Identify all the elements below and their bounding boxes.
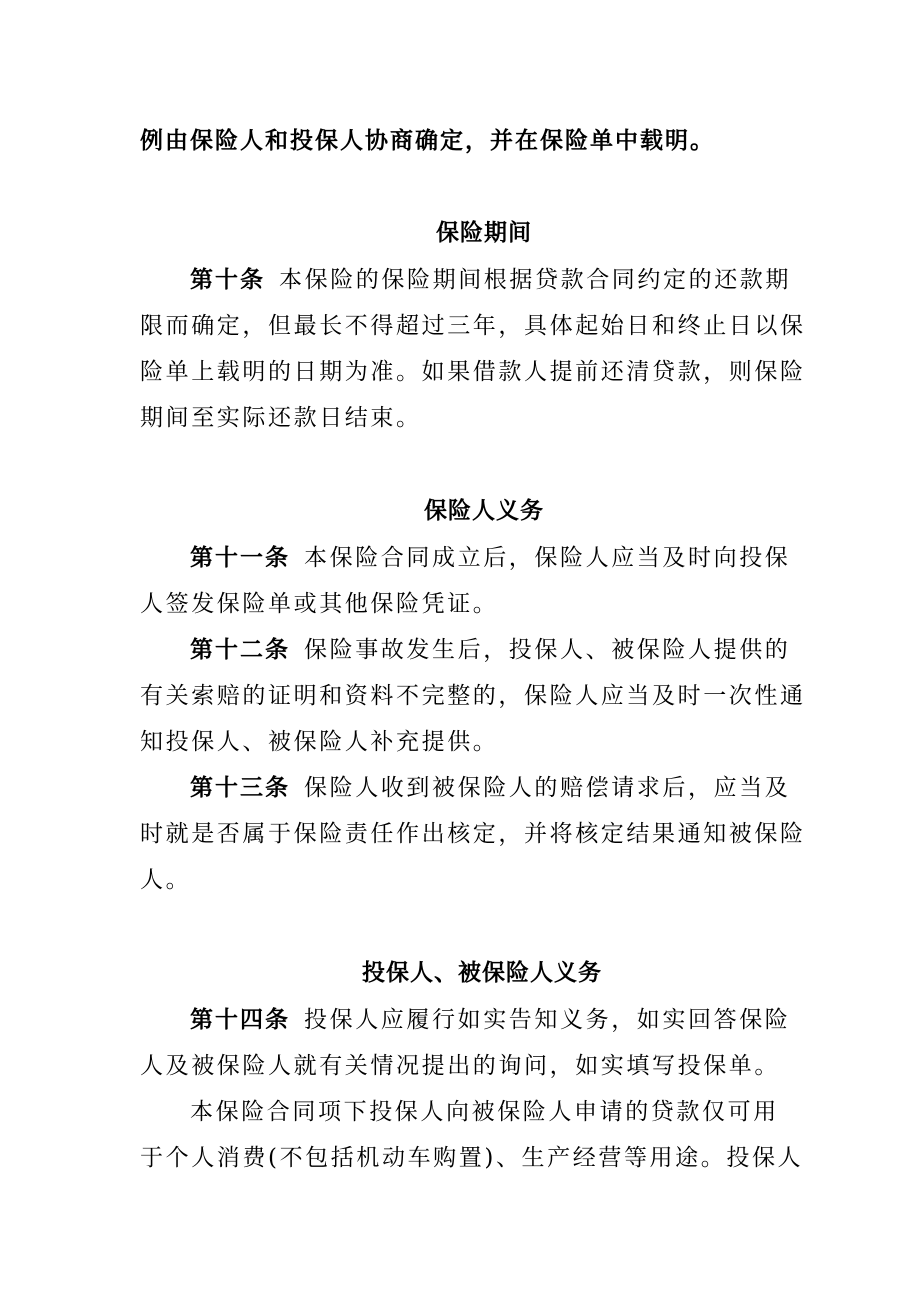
article-11-line-2: 人签发保险单或其他保险凭证。 <box>140 591 499 617</box>
article-12-label: 第十二条 <box>190 636 290 663</box>
article-10-line-1 <box>190 265 791 295</box>
article-13-line-1 <box>190 773 791 803</box>
article-13-text: 保险人收到被保险人的赔偿请求后，应当及 <box>304 775 791 801</box>
article-14-line-1 <box>190 1005 791 1035</box>
article-12-line-1 <box>190 635 791 665</box>
article-10-line-2: 限而确定，但最长不得超过三年，具体起始日和终止日以保 <box>140 313 806 339</box>
article-10-line-4: 期间至实际还款日结束。 <box>140 405 422 431</box>
article-11-text: 本保险合同成立后，保险人应当及时向投保 <box>304 545 791 571</box>
paragraph-line-2: 于个人消费(不包括机动车购置)、生产经营等用途。投保人 <box>140 1145 804 1171</box>
article-13-label: 第十三条 <box>190 774 290 801</box>
intro-line: 例由保险人和投保人协商确定，并在保险单中载明。 <box>140 127 715 154</box>
article-14-line-2: 人及被保险人就有关情况提出的询问，如实填写投保单。 <box>140 1053 780 1079</box>
article-11-line-1 <box>190 543 791 573</box>
article-10-label: 第十条 <box>190 266 265 293</box>
article-13-line-3: 人。 <box>140 867 192 893</box>
article-14-text: 投保人应履行如实告知义务，如实回答保险 <box>304 1007 791 1033</box>
article-14-label: 第十四条 <box>190 1006 290 1033</box>
section-title-insurer: 保险人义务 <box>424 497 544 524</box>
article-12-line-2: 有关索赔的证明和资料不完整的，保险人应当及时一次性通 <box>140 683 806 709</box>
paragraph-line-1: 本保险合同项下投保人向被保险人申请的贷款仅可用 <box>190 1099 779 1125</box>
article-10-text: 本保险的保险期间根据贷款合同约定的还款期 <box>279 267 791 293</box>
section-title-period: 保险期间 <box>436 219 532 246</box>
article-10-line-3: 险单上载明的日期为准。如果借款人提前还清贷款，则保险 <box>140 359 806 385</box>
article-12-line-3: 知投保人、被保险人补充提供。 <box>140 729 499 755</box>
article-13-line-2: 时就是否属于保险责任作出核定，并将核定结果通知被保险 <box>140 821 806 847</box>
article-11-label: 第十一条 <box>190 544 290 571</box>
article-12-text: 保险事故发生后，投保人、被保险人提供的 <box>304 637 791 663</box>
section-title-policyholder: 投保人、被保险人义务 <box>362 959 602 986</box>
